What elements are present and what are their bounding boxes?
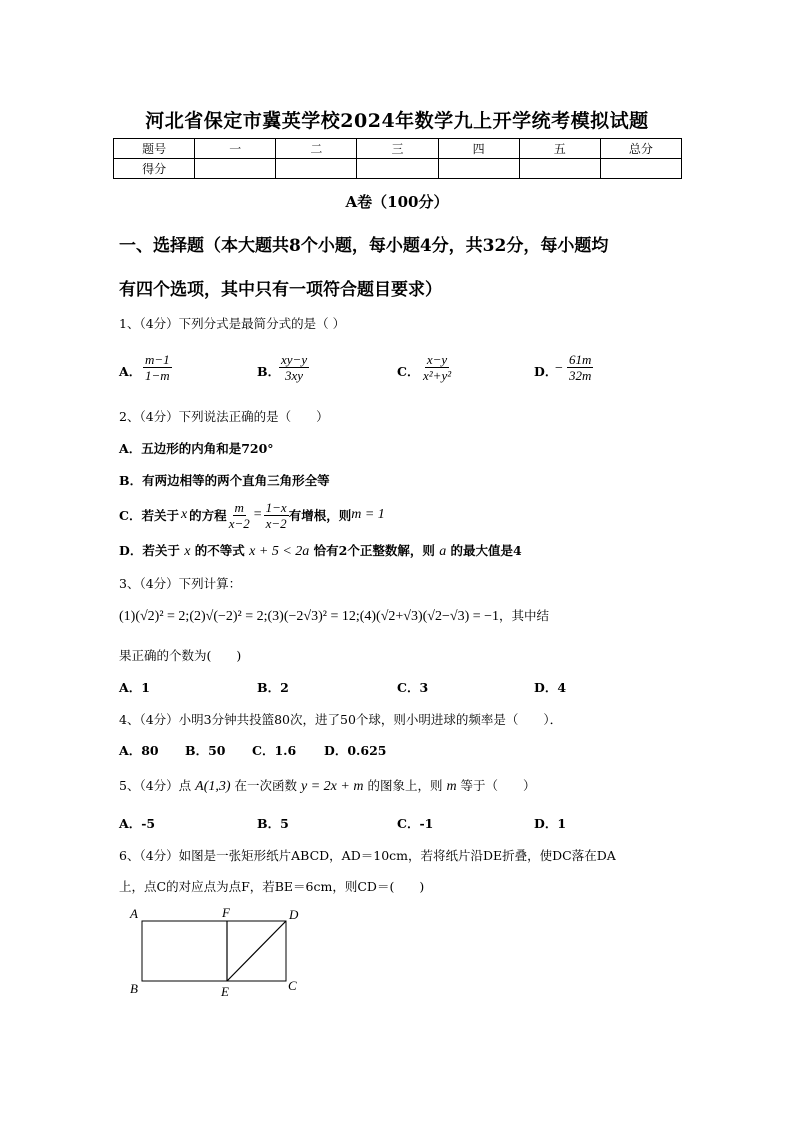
q4-options bbox=[119, 741, 419, 759]
label-a: A bbox=[130, 906, 138, 921]
score-table-header-row bbox=[114, 139, 682, 159]
q1-stem: 1、（4分）下列分式是最简分式的是（ ） bbox=[119, 316, 346, 331]
q3-stem: 3、（4分）下列计算： bbox=[119, 576, 242, 591]
q1-d-fraction bbox=[567, 352, 593, 383]
q3-option-c: C．3 bbox=[397, 680, 429, 695]
q6-line2: 上，点C的对应点为点F，若BE＝6cm，则CD＝( ) bbox=[119, 879, 425, 894]
section-a-heading: A卷（100分） bbox=[345, 193, 449, 211]
section1-line2: 有四个选项，其中只有一项符合题目要求） bbox=[119, 280, 442, 300]
score-table-score-row bbox=[114, 159, 682, 179]
q1-b-label: B． bbox=[257, 364, 281, 379]
q2-c-f2-num: 1−x bbox=[265, 499, 287, 515]
q5-option-a: A．-5 bbox=[119, 816, 156, 831]
score-cell: 题号 bbox=[114, 139, 195, 159]
q1-d-den: 32m bbox=[569, 368, 592, 383]
score-blank-cell[interactable] bbox=[357, 159, 438, 179]
q4-option-d: D．0.625 bbox=[324, 743, 387, 758]
q3-option-b: B．2 bbox=[257, 680, 289, 695]
q2-c-eq: = bbox=[253, 507, 262, 522]
label-b: B bbox=[130, 981, 138, 996]
q3-options bbox=[119, 678, 619, 696]
q2-c-mid: 的方程 bbox=[189, 508, 227, 523]
q2-option-b: B．有两边相等的两个直角三角形全等 bbox=[119, 473, 330, 488]
q1-a-den: 1−m bbox=[145, 368, 170, 383]
q5-point: A(1,3) bbox=[195, 779, 231, 794]
q6-rectangle-figure bbox=[126, 903, 306, 998]
q4-stem: 4、（4分）小明3分钟共投篮80次，进了50个球，则小明进球的频率是（ ）． bbox=[119, 712, 563, 727]
q1-c-num: x−y bbox=[426, 352, 448, 367]
score-table bbox=[113, 138, 682, 179]
q2-d-end: 的最大值是4 bbox=[450, 543, 522, 558]
q2-d-var: x bbox=[184, 544, 191, 559]
q1-c-den: x²+y² bbox=[423, 368, 452, 383]
q5-option-d: D．1 bbox=[534, 816, 567, 831]
q1-b-den: 3xy bbox=[285, 368, 304, 383]
q1-c-fraction bbox=[421, 352, 453, 383]
q1-a-num: m−1 bbox=[145, 352, 170, 367]
q2-d-mid: 的不等式 bbox=[194, 543, 245, 558]
label-f: F bbox=[222, 905, 230, 920]
score-cell: 一 bbox=[195, 139, 276, 159]
score-cell: 五 bbox=[519, 139, 600, 159]
q2-c-f1-num: m bbox=[234, 499, 244, 515]
score-cell: 得分 bbox=[114, 159, 195, 179]
q1-options bbox=[119, 352, 619, 388]
q2-option-a: A．五边形的内角和是720° bbox=[119, 441, 274, 456]
q2-c-var: x bbox=[180, 507, 188, 522]
rectangle-abcd bbox=[142, 921, 286, 981]
q1-d-num: 61m bbox=[569, 352, 592, 367]
q5-var: m bbox=[446, 779, 457, 794]
q2-d-ineq: x + 5 < 2a bbox=[249, 544, 310, 559]
section1-line1: 一、选择题（本大题共8个小题，每小题4分，共32分，每小题均 bbox=[119, 236, 609, 256]
score-cell: 总分 bbox=[600, 139, 681, 159]
q1-c-label: C． bbox=[397, 364, 420, 379]
q1-a-label: A． bbox=[119, 364, 142, 379]
q1-d-label: D． bbox=[534, 364, 558, 379]
q4-option-b: B．50 bbox=[185, 743, 226, 758]
q3-option-a: A．1 bbox=[119, 680, 150, 695]
q2-d-pre: D．若关于 bbox=[119, 543, 180, 558]
q2-c-f1-den: x−2 bbox=[228, 515, 250, 531]
q1-b-num: xy−y bbox=[281, 352, 308, 367]
q5-option-c: C．-1 bbox=[397, 816, 434, 831]
q2-c-result: m = 1 bbox=[351, 507, 385, 522]
q2-d-post: 恰有2个正整数解，则 bbox=[313, 543, 435, 558]
q1-a-fraction bbox=[143, 352, 172, 383]
q5-stem bbox=[119, 776, 536, 795]
q2-stem: 2、（4分）下列说法正确的是（ ） bbox=[119, 409, 329, 424]
label-d: D bbox=[289, 907, 299, 922]
q2-option-c bbox=[119, 497, 385, 533]
q2-c-post: 有增根，则 bbox=[288, 508, 352, 523]
q2-c-pre: C．若关于 bbox=[119, 508, 179, 523]
q5-mid: 在一次函数 bbox=[234, 778, 298, 793]
exam-title: 河北省保定市冀英学校2024年数学九上开学统考模拟试题 bbox=[145, 110, 649, 132]
score-cell: 三 bbox=[357, 139, 438, 159]
q1-b-fraction bbox=[279, 352, 309, 383]
q1-d-sign: − bbox=[555, 361, 563, 376]
label-e: E bbox=[221, 984, 229, 998]
q2-c-fraction1 bbox=[227, 500, 252, 531]
q3-expression: (1)(√2)² = 2;(2)√(−2)² = 2;(3)(−2√3)² = 12;(4)(√2+√3)(√2−√3) = −1 bbox=[119, 609, 500, 624]
score-blank-cell[interactable] bbox=[276, 159, 357, 179]
q3-tail: ，其中结 bbox=[499, 608, 550, 623]
q2-option-d bbox=[119, 541, 522, 560]
score-blank-cell[interactable] bbox=[519, 159, 600, 179]
q5-option-b: B．5 bbox=[257, 816, 289, 831]
q4-option-a: A．80 bbox=[119, 743, 159, 758]
q5-pre: 5、（4分）点 bbox=[119, 778, 192, 793]
q3-expression-line bbox=[119, 606, 549, 625]
q4-option-c: C．1.6 bbox=[252, 743, 297, 758]
q2-c-f2-den: x−2 bbox=[265, 515, 287, 531]
q6-line1: 6、（4分）如图是一张矩形纸片ABCD，AD＝10cm，若将纸片沿DE折叠，使DC落在DA bbox=[119, 848, 616, 863]
q5-end: 等于（ ） bbox=[460, 778, 536, 793]
q2-c-fraction2 bbox=[264, 500, 289, 531]
q3-option-d: D．4 bbox=[534, 680, 567, 695]
score-cell: 四 bbox=[438, 139, 519, 159]
q5-options bbox=[119, 814, 619, 832]
q3-line2: 果正确的个数为( ) bbox=[119, 648, 242, 663]
score-blank-cell[interactable] bbox=[195, 159, 276, 179]
fold-line-de bbox=[227, 921, 286, 981]
score-blank-cell[interactable] bbox=[600, 159, 681, 179]
q2-d-var2: a bbox=[439, 544, 447, 559]
q5-post: 的图象上，则 bbox=[367, 778, 443, 793]
score-cell: 二 bbox=[276, 139, 357, 159]
q5-function: y = 2x + m bbox=[301, 779, 364, 794]
label-c: C bbox=[288, 978, 297, 993]
score-blank-cell[interactable] bbox=[438, 159, 519, 179]
